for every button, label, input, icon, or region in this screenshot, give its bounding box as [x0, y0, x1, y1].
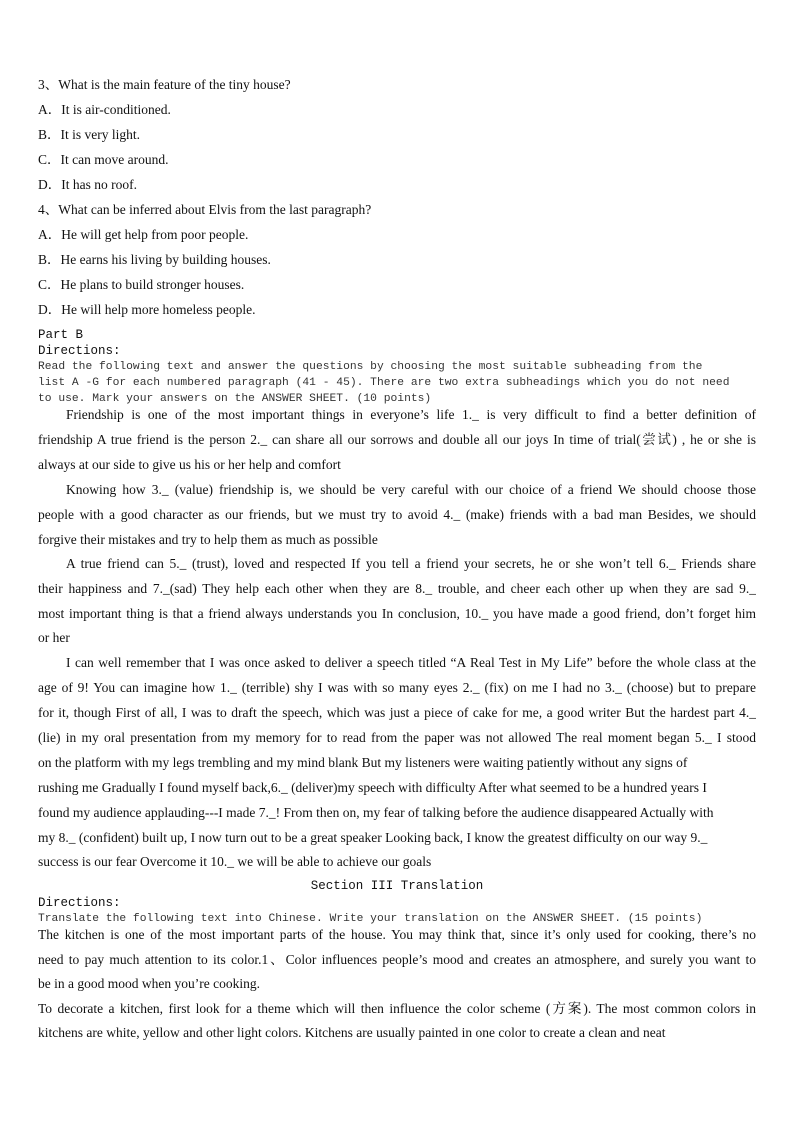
- text-line: on the platform with my legs trembling and my mind blank But my listeners were waiting patiently without any signs of: [38, 755, 688, 770]
- text-line: be in a good mood when you’re cooking.: [38, 976, 260, 991]
- text-line: people with a good character as our friends, but we must try to avoid 4._ (make) friends with a bad man Besides, we should: [38, 507, 756, 522]
- option-a: A．It is air-conditioned.: [38, 102, 171, 117]
- text-line: forgive their mistakes and try to help them as much as possible: [38, 532, 378, 547]
- text-line: Knowing how 3._ (value) friendship is, we should be very careful with our choice of a friend We should choose those: [66, 482, 756, 497]
- directions-text: Translate the following text into Chinese. Write your translation on the ANSWER SHEET. (15 points): [38, 913, 703, 925]
- text-line: success is our fear Overcome it 10._ we will be able to achieve our goals: [38, 854, 432, 869]
- option-b: B．He earns his living by building houses.: [38, 252, 271, 267]
- directions-label: Directions:: [38, 896, 121, 910]
- option-d: D．He will help more homeless people.: [38, 302, 256, 317]
- text-line: my 8._ (confident) built up, I now turn out to be a great speaker Looking back, I know the greatest difficulty on our way 9._: [38, 830, 708, 845]
- section-title: Section III Translation: [310, 879, 484, 893]
- text-line: most important thing is that a friend always understands you In conclusion, 10._ you have made a good friend, don’t forget him: [38, 606, 756, 621]
- text-line: always at our side to give us his or her help and comfort: [38, 457, 341, 472]
- option-a: A．He will get help from poor people.: [38, 227, 249, 242]
- part-b-title: Part B: [38, 328, 84, 342]
- text-line: To decorate a kitchen, first look for a theme which will then influence the color scheme (方案). The most common colors in: [38, 1001, 756, 1016]
- text-line: age of 9! You can imagine how 1._ (terrible) shy I was with so many eyes 2._ (fix) on me I had no 3._ (choose) but to prepare: [38, 680, 756, 695]
- text-line: found my audience applauding---I made 7._! From then on, my fear of talking before the audience disappeared Actually with: [38, 805, 714, 820]
- directions-text: Read the following text and answer the questions by choosing the most suitable subheading from the: [38, 361, 703, 373]
- text-line: A true friend can 5._ (trust), loved and respected If you tell a friend your secrets, he or she won’t tell 6._ Friends share: [66, 556, 756, 571]
- question-stem: 4、What can be inferred about Elvis from the last paragraph?: [38, 202, 372, 217]
- text-line: (lie) in my oral presentation from my memory for to read from the paper was not allowed The real moment began 5._ I stood: [38, 730, 756, 745]
- text-line: for it, though First of all, I was to draft the speech, which was just a piece of cake for me, a good writer But the hardest part 4._: [38, 705, 756, 720]
- option-c: C．He plans to build stronger houses.: [38, 277, 245, 292]
- text-line: rushing me Gradually I found myself back,6._ (deliver)my speech with difficulty After what seemed to be a hundred years I: [38, 780, 707, 795]
- text-line: Friendship is one of the most important things in everyone’s life 1._ is very difficult to find a better definition of: [66, 407, 756, 422]
- option-c: C．It can move around.: [38, 152, 169, 167]
- option-d: D．It has no roof.: [38, 177, 137, 192]
- text-line: or her: [38, 630, 70, 645]
- text-line: need to pay much attention to its color.1、Color influences people’s mood and creates an atmosphere, and surely you want to: [38, 952, 756, 967]
- directions-text: to use. Mark your answers on the ANSWER SHEET. (10 points): [38, 393, 432, 405]
- question-stem: 3、What is the main feature of the tiny house?: [38, 77, 291, 92]
- option-b: B．It is very light.: [38, 127, 140, 142]
- text-line: The kitchen is one of the most important parts of the house. You may think that, since it’s only used for cooking, there’s no: [38, 927, 756, 942]
- text-line: friendship A true friend is the person 2._ can share all our sorrows and double all our joys In time of trial(尝试) , he or she is: [38, 432, 756, 447]
- text-line: kitchens are white, yellow and other light colors. Kitchens are usually painted in one color to create a clean and neat: [38, 1025, 666, 1040]
- text-line: I can well remember that I was once asked to deliver a speech titled “A Real Test in My Life” before the whole class at the: [66, 655, 756, 670]
- directions-label: Directions:: [38, 344, 121, 358]
- text-line: their happiness and 7._(sad) They help each other when they are 8._ trouble, and cheer each other up when they are sad 9._: [38, 581, 756, 596]
- directions-text: list A -G for each numbered paragraph (41 - 45). There are two extra subheadings which you do not need: [38, 377, 730, 389]
